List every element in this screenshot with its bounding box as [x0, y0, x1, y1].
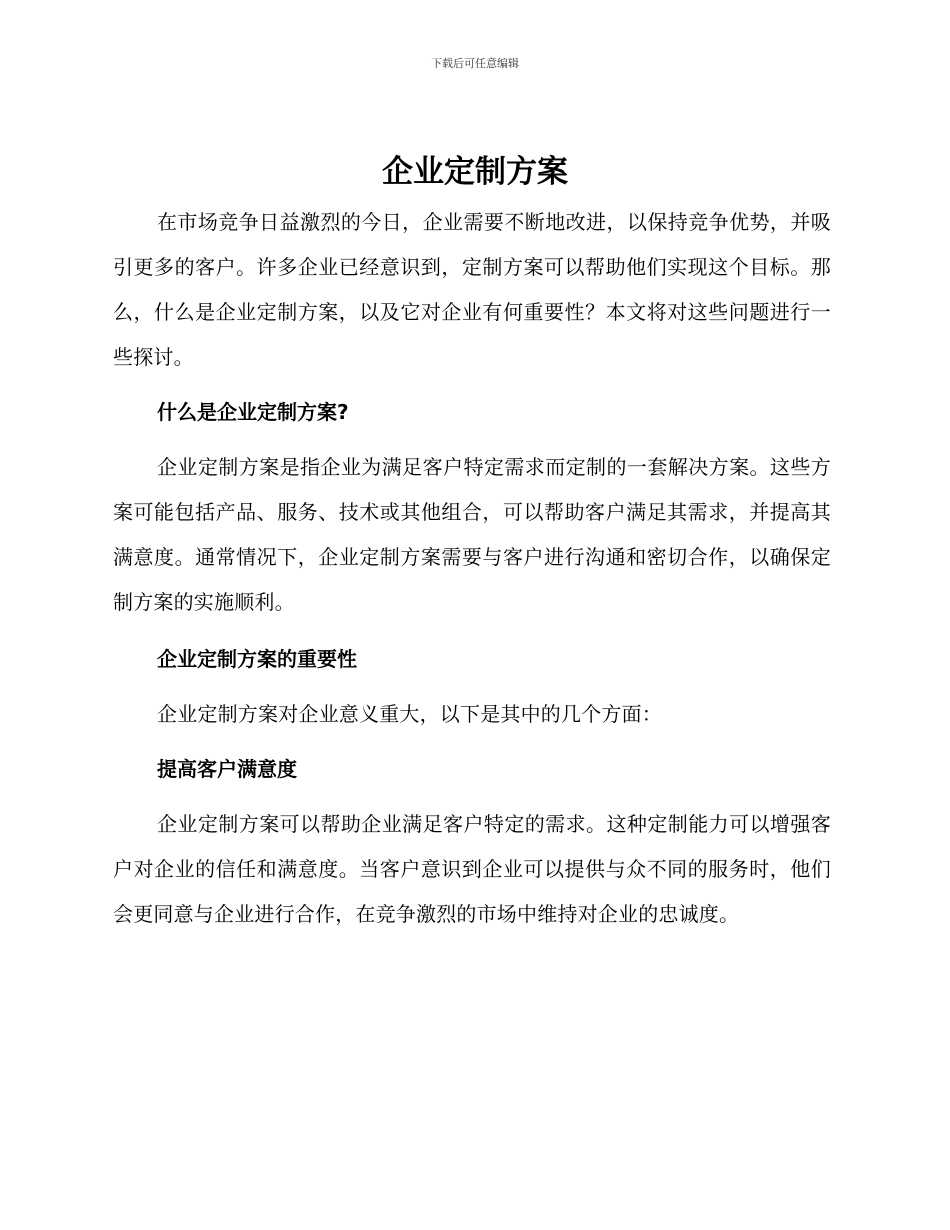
section-paragraph-what-is: 企业定制方案是指企业为满足客户特定需求而定制的一套解决方案。这些方案可能包括产品、服务、技术或其他组合，可以帮助客户满足其需求，并提高其满意度。通常情况下，企业定制方案需要与客户进行沟通和密切合作，以确保定制方案的实施顺利。: [113, 455, 831, 614]
intro-paragraph: 在市场竞争日益激烈的今日，企业需要不断地改进，以保持竞争优势，并吸引更多的客户。许多企业已经意识到，定制方案可以帮助他们实现这个目标。那么，什么是企业定制方案，以及它对企业有何重要性？本文将对这些问题进行一些探讨。: [113, 210, 831, 369]
header-note: 下载后可任意编辑: [431, 57, 519, 70]
document-title: 企业定制方案: [382, 154, 568, 190]
section-heading-what-is: 什么是企业定制方案?: [157, 400, 349, 424]
document-body: [113, 200, 831, 937]
section-heading-importance: 企业定制方案的重要性: [157, 647, 357, 671]
section-heading-satisfaction: 提高客户满意度: [157, 757, 297, 781]
section-paragraph-importance: 企业定制方案对企业意义重大，以下是其中的几个方面：: [157, 702, 662, 726]
section-paragraph-satisfaction: 企业定制方案可以帮助企业满足客户特定的需求。这种定制能力可以增强客户对企业的信任和满意度。当客户意识到企业可以提供与众不同的服务时，他们会更同意与企业进行合作，在竞争激烈的市场中维持对企业的忠诚度。: [113, 812, 831, 926]
